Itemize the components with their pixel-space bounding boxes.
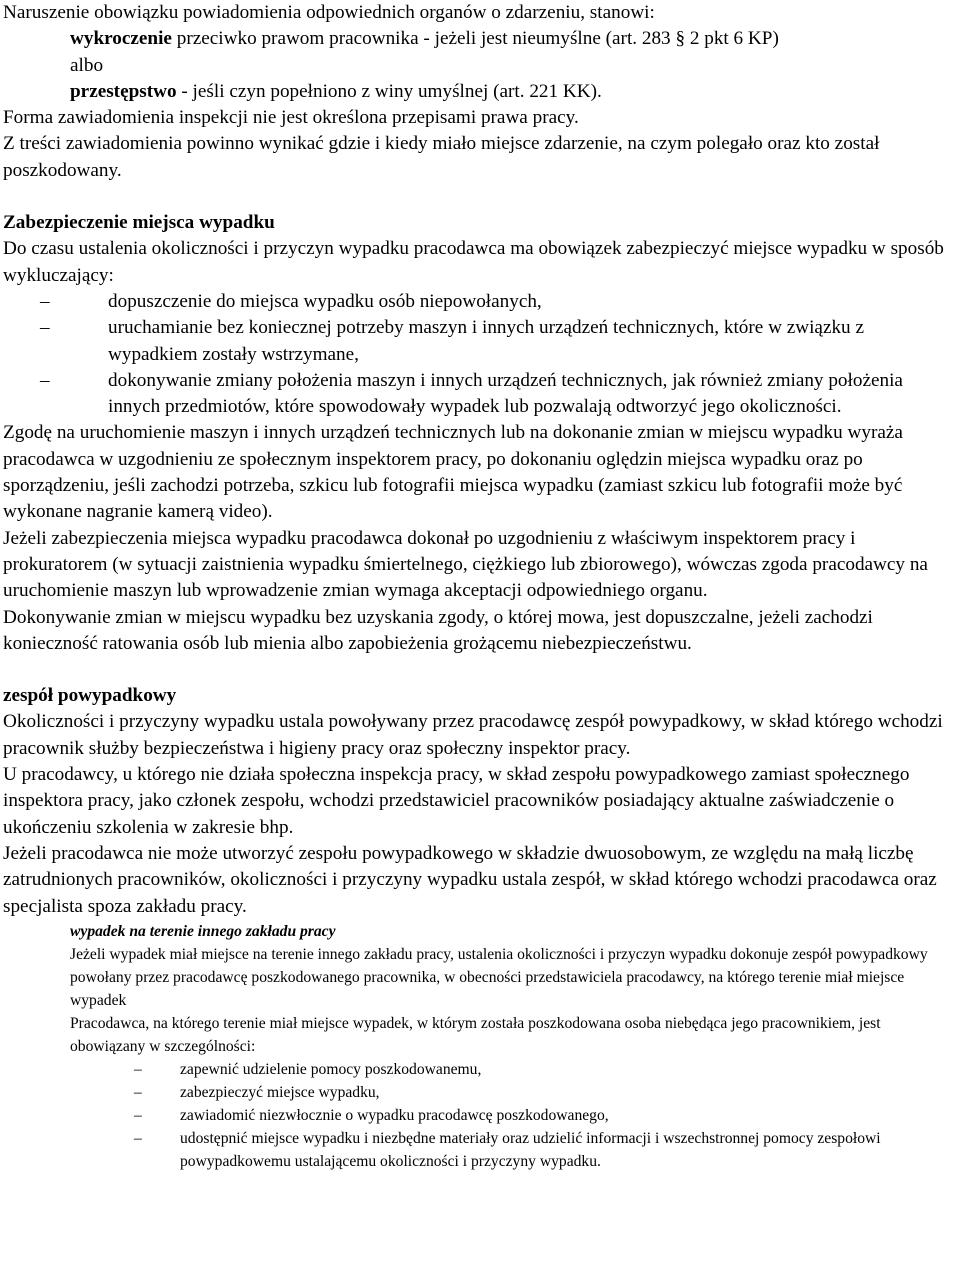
intro-item-przestepstwo (0, 79, 960, 105)
list-item (0, 1081, 960, 1104)
list-item-text: dokonywanie zmiany położenia maszyn i innych urządzeń technicznych, jak również zmiany położenia innych przedmiotów, które spowodowały wypadek lub pozwalają odtworzyć jego okoliczności. (108, 369, 903, 418)
inny-zaklad-list (0, 1058, 960, 1173)
zespol-para3: Jeżeli pracodawca nie może utworzyć zespołu powypadkowego w składzie dwuosobowym, ze względu na małą liczbę zatrudnionych pracowników, okoliczności i przyczyny wypadku ustala zespół, w skład którego wchodzi pracodawca oraz specjalista spoza zakładu pracy. (3, 842, 937, 917)
dash-bullet: – (134, 1060, 142, 1078)
list-item (0, 1104, 960, 1127)
term-wykroczenie: wykroczenie (70, 28, 172, 50)
zabezpieczenie-para2: Jeżeli zabezpieczenia miejsca wypadku pracodawca dokonał po uzgodnieniu z właściwym inspektorem pracy i prokuratorem (w sytuacji zaistnienia wypadku śmiertelnego, ciężkiego lub zbiorowego), wówczas zgoda pracodawcy na uruchomienie maszyn lub wprowadzenie zmian wymaga akceptacji odpowiedniego organu. (3, 527, 928, 602)
heading-zabezpieczenie: Zabezpieczenie miejsca wypadku (3, 212, 275, 234)
zabezpieczenie-lead: Do czasu ustalenia okoliczności i przyczyn wypadku pracodawca ma obowiązek zabezpieczyć miejsce wypadku w sposób wykluczający: (3, 238, 944, 286)
list-item (0, 368, 960, 421)
heading-zespol: zespół powypadkowy (3, 685, 177, 707)
dash-bullet: – (134, 1106, 142, 1124)
list-item-text: uruchamianie bez koniecznej potrzeby maszyn i innych urządzeń technicznych, które w związku z wypadkiem zostały wstrzymane, (108, 317, 864, 365)
zespol-para1: Okoliczności i przyczyny wypadku ustala powoływany przez pracodawcę zespół powypadkowy, w skład którego wchodzi pracownik służby bezpieczeństwa i higieny pracy oraz społeczny inspektor pracy. (3, 711, 943, 759)
list-item (0, 1058, 960, 1081)
term-wykroczenie-desc: przeciwko prawom pracownika - jeżeli jest nieumyślne (art. 283 § 2 pkt 6 KP) (171, 28, 779, 50)
term-przestepstwo: przestępstwo (70, 80, 177, 102)
list-item-text: udostępnić miejsce wypadku i niezbędne materiały oraz udzielić informacji i wszechstronnej pomocy zespołowi powypadkowemu ustalającemu okoliczności i przyczyny wypadku. (180, 1129, 881, 1170)
intro-line: Naruszenie obowiązku powiadomienia odpowiednich organów o zdarzeniu, stanowi: (3, 2, 655, 23)
zabezpieczenie-list (0, 289, 960, 420)
dash-bullet: – (40, 317, 50, 339)
spacer (0, 657, 960, 683)
dash-bullet: – (40, 290, 50, 312)
zabezpieczenie-para3: Dokonywanie zmian w miejscu wypadku bez uzyskania zgody, o której mowa, jest dopuszczalne, jeżeli zachodzi konieczność ratowania osób lub mienia albo zapobieżenia grożącemu niebezpieczeństwu. (3, 606, 873, 654)
inny-zaklad-para2: Pracodawca, na którego terenie miał miejsce wypadek, w którym została poszkodowana osoba niebędąca jego pracownikiem, jest obowiązany w szczególności: (70, 1014, 881, 1055)
list-item-text: zawiadomić niezwłocznie o wypadku pracodawcę poszkodowanego, (180, 1106, 609, 1124)
list-item-text: zapewnić udzielenie pomocy poszkodowanemu, (180, 1060, 482, 1078)
list-item (0, 1127, 960, 1173)
list-item-text: zabezpieczyć miejsce wypadku, (180, 1083, 380, 1101)
list-item-text: dopuszczenie do miejsca wypadku osób niepowołanych, (108, 290, 542, 312)
list-item (0, 289, 960, 315)
zespol-para2: U pracodawcy, u którego nie działa społeczna inspekcja pracy, w skład zespołu powypadkowego zamiast społecznego inspektora pracy, jako członek zespołu, wchodzi przedstawiciel pracowników posiadający aktualne zaświadczenie o ukończeniu szkolenia w zakresie bhp. (3, 764, 910, 838)
intro-tresc: Z treści zawiadomienia powinno wynikać gdzie i kiedy miało miejsce zdarzenie, na czym polegało oraz kto został poszkodowany. (3, 133, 880, 181)
dash-bullet: – (40, 369, 50, 391)
dash-bullet: – (134, 1083, 142, 1101)
inny-zaklad-para1: Jeżeli wypadek miał miejsce na terenie innego zakładu pracy, ustalenia okoliczności i przyczyn wypadku dokonuje zespół powypadkowy powołany przez pracodawcę poszkodowanego pracownika, w obecności przedstawiciela pracodawcy, na którego terenie miał miejsce wypadek (70, 945, 928, 1009)
term-przestepstwo-desc: - jeśli czyn popełniono z winy umyślnej (art. 221 KK). (176, 80, 602, 102)
dash-bullet: – (134, 1129, 142, 1147)
zabezpieczenie-para1: Zgodę na uruchomienie maszyn i innych urządzeń technicznych lub na dokonanie zmian w miejscu wypadku wyraża pracodawca w uzgodnieniu ze społecznym inspektorem pracy, po dokonaniu oględzin miejsca wypadku oraz po sporządzeniu, jeśli zachodzi potrzeba, szkicu lub fotografii miejsca wypadku (zamiast szkicu lub fotografii może być wykonane nagranie kamerą video). (3, 422, 903, 523)
intro-forma: Forma zawiadomienia inspekcji nie jest określona przepisami prawa pracy. (3, 107, 579, 129)
intro-item-wykroczenie (0, 26, 960, 52)
list-item (0, 315, 960, 368)
intro-albo: albo (70, 54, 104, 76)
spacer (0, 184, 960, 210)
heading-inny-zaklad: wypadek na terenie innego zakładu pracy (70, 922, 336, 940)
